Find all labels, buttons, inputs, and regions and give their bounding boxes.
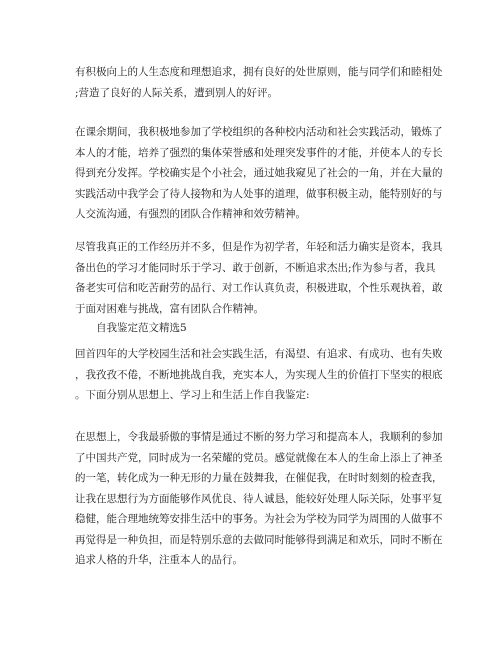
paragraph-attitude bbox=[75, 62, 443, 103]
paragraph-line: 稳健，能合理地统筹安排生活中的事务。为社会为学校为同学为周围的人做事不 bbox=[75, 513, 443, 525]
paragraph-line: 在思想上，令我最骄傲的事情是通过不断的努力学习和提高本人，我顺利的参加 bbox=[75, 431, 443, 443]
paragraph-line: ;营造了良好的人际关系，遭到别人的好评。 bbox=[75, 86, 279, 99]
paragraph-ideology bbox=[75, 427, 443, 571]
paragraph-line: 尽管我真正的工作经历并不多，但是作为初学者，年轻和活力确实是资本，我具 bbox=[75, 241, 443, 253]
paragraph-review bbox=[75, 344, 443, 406]
paragraph-line: 备出色的学习才能同时乐于学习、敢于创新，不断追求杰出;作为参与者，我具 bbox=[75, 261, 436, 274]
paragraph-line: 让我在思想行为方面能够作风优良、待人诚恳，能较好处理人际关际，处事平复 bbox=[75, 492, 443, 505]
paragraph-line: 有积极向上的人生态度和理想追求，拥有良好的处世原则，能与同学们和睦相处 bbox=[75, 66, 443, 78]
paragraph-line: 人交流沟通，有强烈的团队合作精神和效劳精神。 bbox=[75, 208, 306, 220]
paragraph-line: ，我孜孜不倦，不断地挑战自我，充实本人，为实现人生的价值打下坚实的根底 bbox=[75, 368, 443, 381]
paragraph-activities bbox=[75, 122, 443, 225]
paragraph-line: 再觉得是一种负担，而是特别乐意的去做同时能够得到满足和欢乐，同时不断在 bbox=[75, 533, 443, 546]
paragraph-line: 实践活动中我学会了待人接物和为人处事的道理，做事积极主动，能特别好的与 bbox=[75, 187, 443, 200]
paragraph-line: 了中国共产党，同时成为一名荣耀的党员。感觉就像在本人的生命上添上了神圣 bbox=[75, 451, 443, 464]
paragraph-line: 回首四年的大学校园生活和社会实践生活，有渴望、有追求、有成功、也有失败 bbox=[75, 348, 443, 360]
section-heading: 自我鉴定范文精选5 bbox=[96, 322, 187, 334]
paragraph-line: 得到充分发挥。学校确实是个小社会，通过她我窥见了社会的一角，并在大量的 bbox=[75, 167, 443, 179]
paragraph-line: 。下面分别从思想上、学习上和生活上作自我鉴定: bbox=[75, 389, 310, 401]
paragraph-line: 备老实可信和吃苦耐劳的品行、对工作认真负责，积极进取，个性乐观执着，敢 bbox=[75, 282, 443, 294]
paragraph-line: 于面对困难与挑战，富有团队合作精神。 bbox=[75, 302, 264, 315]
paragraph-work-experience bbox=[75, 237, 443, 319]
paragraph-line: 本人的才能，培养了强烈的集体荣誉感和处理突发事件的才能，并使本人的专长 bbox=[75, 146, 443, 159]
paragraph-line: 在课余期间，我积极地参加了学校组织的各种校内活动和社会实践活动，锻炼了 bbox=[75, 126, 443, 138]
paragraph-line: 追求人格的升华，注重本人的品行。 bbox=[75, 554, 243, 566]
paragraph-line: 的一笔，转化成为一种无形的力量在鼓舞我，在催促我，在时时刻刻的检查我， bbox=[75, 472, 443, 484]
